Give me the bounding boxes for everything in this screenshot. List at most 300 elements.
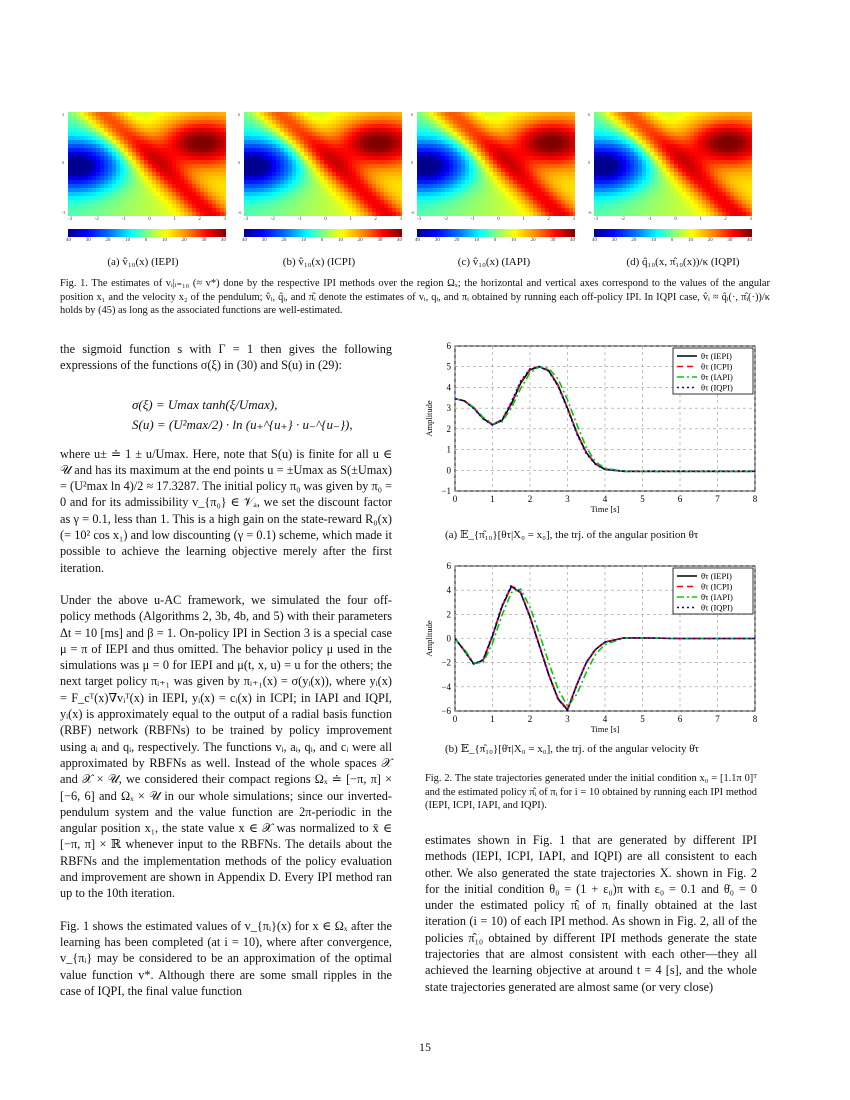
heatmap-cell (722, 176, 727, 181)
heatmap-cell (481, 164, 486, 169)
heatmap-cell (208, 120, 213, 125)
heatmap-cell (622, 136, 627, 141)
heatmap-cell (485, 172, 490, 177)
heatmap-cell (304, 136, 309, 141)
heatmap-cell (569, 136, 574, 141)
heatmap-cell (112, 204, 117, 209)
heatmap-cell (529, 188, 534, 193)
heatmap-cell (148, 120, 153, 125)
heatmap-cell (686, 188, 691, 193)
heatmap-cell (750, 140, 752, 145)
heatmap-cell (280, 160, 285, 165)
heatmap-cell (461, 148, 466, 153)
heatmap-cell (742, 160, 747, 165)
heatmap-cell (602, 120, 607, 125)
heatmap-cell (594, 212, 599, 216)
heatmap-cell (702, 200, 707, 205)
heatmap-cell (513, 116, 518, 121)
heatmap-cell (726, 188, 731, 193)
heatmap-cell (380, 168, 385, 173)
heatmap-cell (364, 208, 369, 213)
heatmap-cell (473, 164, 478, 169)
heatmap-cell (152, 132, 157, 137)
heatmap-cell (606, 156, 611, 161)
heatmap-cell (485, 196, 490, 201)
heatmap-cell (244, 164, 249, 169)
heatmap-cell (710, 196, 715, 201)
heatmap-cell (622, 208, 627, 213)
heatmap-cell (537, 196, 542, 201)
heatmap-cell (356, 152, 361, 157)
heatmap-cell (453, 120, 458, 125)
heatmap-cell (76, 112, 81, 117)
heatmap-cell (148, 128, 153, 133)
heatmap-cell (505, 184, 510, 189)
heatmap-cell (68, 184, 73, 189)
heatmap-cell (618, 120, 623, 125)
heatmap-cell (646, 212, 651, 216)
heatmap-cell (120, 112, 125, 117)
heatmap-cell (280, 168, 285, 173)
heatmap-cell (662, 112, 667, 117)
heatmap-cell (196, 128, 201, 133)
heatmap-cell (714, 148, 719, 153)
heatmap-cell (654, 180, 659, 185)
heatmap-cell (80, 172, 85, 177)
heatmap-cell (176, 128, 181, 133)
plot-angular-velocity (420, 558, 770, 748)
heatmap-cell (168, 176, 173, 181)
heatmap-cell (630, 188, 635, 193)
heatmap-cell (549, 188, 554, 193)
heatmap-cell (276, 184, 281, 189)
heatmap-cell (553, 196, 558, 201)
heatmap-cell (216, 204, 221, 209)
heatmap-cell (308, 156, 313, 161)
heatmap-cell (698, 184, 703, 189)
heatmap-cell (296, 148, 301, 153)
heatmap-cell (192, 148, 197, 153)
heatmap-cell (396, 136, 401, 141)
heatmap-cell (144, 204, 149, 209)
heatmap-cell (168, 148, 173, 153)
heatmap-cell (352, 172, 357, 177)
heatmap-cell (376, 196, 381, 201)
heatmap-cell (477, 124, 482, 129)
heatmap-cell (437, 180, 442, 185)
heatmap-cell (148, 168, 153, 173)
heatmap-cell (340, 180, 345, 185)
heatmap-cell (364, 128, 369, 133)
heatmap-cell (172, 120, 177, 125)
heatmap-cell (706, 204, 711, 209)
heatmap-cell (433, 180, 438, 185)
heatmap-cell (244, 160, 249, 165)
heatmap-cell (284, 204, 289, 209)
heatmap-cell (674, 192, 679, 197)
heatmap-cell (196, 124, 201, 129)
heatmap-cell (561, 184, 566, 189)
heatmap-cell (569, 152, 574, 157)
heatmap-cell (545, 112, 550, 117)
heatmap-cell (638, 132, 643, 137)
heatmap-cell (594, 208, 599, 213)
heatmap-cell (164, 192, 169, 197)
heatmap-cell (72, 184, 77, 189)
heatmap-cell (461, 160, 466, 165)
heatmap-cell (400, 144, 402, 149)
heatmap-cell (738, 144, 743, 149)
heatmap-cell (481, 172, 486, 177)
heatmap-cell (300, 188, 305, 193)
heatmap-cell (626, 160, 631, 165)
heatmap-cell (465, 120, 470, 125)
heatmap-cell (718, 160, 723, 165)
heatmap-cell (216, 156, 221, 161)
heatmap-cell (565, 208, 570, 213)
heatmap-cell (188, 136, 193, 141)
heatmap-cell (642, 128, 647, 133)
heatmap-cell (429, 180, 434, 185)
heatmap-cell (710, 136, 715, 141)
heatmap-cell (598, 160, 603, 165)
heatmap-cell (634, 200, 639, 205)
heatmap-cell (469, 132, 474, 137)
heatmap-cell (722, 200, 727, 205)
heatmap-cell (678, 124, 683, 129)
heatmap-cell (184, 164, 189, 169)
heatmap-cell (610, 160, 615, 165)
heatmap-cell (80, 204, 85, 209)
heatmap-cell (457, 140, 462, 145)
heatmap-cell (144, 128, 149, 133)
heatmap-cell (626, 116, 631, 121)
heatmap-cell (602, 168, 607, 173)
heatmap-cell (666, 172, 671, 177)
heatmap-cell (248, 204, 253, 209)
heatmap-cell (80, 116, 85, 121)
heatmap-cell (734, 192, 739, 197)
heatmap-cell (417, 148, 422, 153)
heatmap-cell (68, 124, 73, 129)
heatmap-cell (344, 136, 349, 141)
heatmap-cell (718, 124, 723, 129)
heatmap-cell (384, 116, 389, 121)
heatmap-cell (505, 180, 510, 185)
heatmap-cell (489, 196, 494, 201)
heatmap-cell (638, 148, 643, 153)
heatmap-cell (630, 148, 635, 153)
heatmap-cell (425, 208, 430, 213)
heatmap-cell (493, 180, 498, 185)
heatmap-cell (288, 172, 293, 177)
heatmap-cell (368, 120, 373, 125)
heatmap-cell (706, 192, 711, 197)
heatmap-cell (730, 212, 735, 216)
heatmap-cell (489, 144, 494, 149)
heatmap-cell (204, 144, 209, 149)
heatmap-cell (730, 204, 735, 209)
heatmap-cell (352, 200, 357, 205)
subcaption-a: (a) v̂₁₀(x) (IEPI) (107, 256, 179, 268)
heatmap-cell (461, 140, 466, 145)
heatmap-cell (638, 168, 643, 173)
heatmap-cell (549, 116, 554, 121)
heatmap-cell (666, 116, 671, 121)
heatmap-cell (340, 144, 345, 149)
heatmap-cell (525, 196, 530, 201)
heatmap-cell (336, 144, 341, 149)
heatmap-cell (356, 212, 361, 216)
heatmap-cell (172, 140, 177, 145)
heatmap-cell (750, 184, 752, 189)
heatmap-cell (573, 160, 575, 165)
heatmap-cell (517, 116, 522, 121)
heatmap-cell (513, 208, 518, 213)
heatmap-cell (136, 120, 141, 125)
heatmap-cell (678, 116, 683, 121)
heatmap-cell (132, 120, 137, 125)
heatmap-cell (606, 152, 611, 157)
heatmap-cell (694, 148, 699, 153)
heatmap-cell (638, 204, 643, 209)
heatmap-cell (192, 180, 197, 185)
heatmap-cell (324, 116, 329, 121)
heatmap-cell (100, 200, 105, 205)
heatmap-cell (441, 204, 446, 209)
heatmap-cell (372, 140, 377, 145)
heatmap-cell (477, 196, 482, 201)
heatmap-cell (698, 180, 703, 185)
legend-label: θ̇τ (ICPI) (701, 581, 733, 592)
heatmap-cell (425, 140, 430, 145)
heatmap-cell (380, 124, 385, 129)
heatmap-cell (348, 172, 353, 177)
heatmap-cell (352, 164, 357, 169)
heatmap-cell (569, 160, 574, 165)
heatmap-cell (340, 112, 345, 117)
heatmap-cell (561, 212, 566, 216)
heatmap-cell (104, 140, 109, 145)
heatmap-cell (694, 160, 699, 165)
colorbar-tick: 20 (181, 238, 187, 243)
heatmap-cell (449, 184, 454, 189)
heatmap-cell (124, 176, 129, 181)
heatmap-cell (144, 212, 149, 216)
heatmap-cell (256, 204, 261, 209)
heatmap-cell (252, 188, 257, 193)
heatmap-cell (453, 172, 458, 177)
heatmap-cell (136, 132, 141, 137)
heatmap-cell (392, 192, 397, 197)
heatmap-cell (437, 132, 442, 137)
heatmap-cell (521, 200, 526, 205)
heatmap-cell (108, 128, 113, 133)
heatmap-cell (396, 140, 401, 145)
heatmap-cell (429, 164, 434, 169)
heatmap-cell (634, 156, 639, 161)
heatmap-cell (726, 184, 731, 189)
heatmap-cell (485, 180, 490, 185)
heatmap-cell (80, 200, 85, 205)
heatmap-cell (184, 184, 189, 189)
heatmap-cell (308, 112, 313, 117)
heatmap-cell (372, 148, 377, 153)
heatmap-cell (457, 204, 462, 209)
heatmap-cell (316, 160, 321, 165)
heatmap-cell (296, 120, 301, 125)
heatmap-cell (666, 136, 671, 141)
heatmap-cell (148, 132, 153, 137)
heatmap-cell (602, 160, 607, 165)
heatmap-cell (650, 156, 655, 161)
heatmap-cell (557, 208, 562, 213)
heatmap-cell (634, 144, 639, 149)
heatmap-cell (140, 136, 145, 141)
heatmap-cell (706, 172, 711, 177)
heatmap-cell (184, 180, 189, 185)
heatmap-cell (168, 156, 173, 161)
heatmap-cell (433, 176, 438, 181)
heatmap-cell (312, 156, 317, 161)
heatmap-cell (638, 196, 643, 201)
heatmap-cell (396, 200, 401, 205)
heatmap-cell (541, 188, 546, 193)
heatmap-cell (501, 192, 506, 197)
heatmap-cell (509, 192, 514, 197)
heatmap-cell (742, 196, 747, 201)
heatmap-cell (96, 172, 101, 177)
heatmap-cell (212, 116, 217, 121)
heatmap-cell (76, 200, 81, 205)
heatmap-cell (380, 144, 385, 149)
heatmap-cell (654, 188, 659, 193)
heatmap-cell (714, 196, 719, 201)
heatmap-cell (421, 208, 426, 213)
heatmap-cell (244, 152, 249, 157)
x-tick-label: 8 (752, 494, 758, 504)
heatmap-cell (180, 148, 185, 153)
heatmap-cell (646, 168, 651, 173)
heatmap-cell (465, 144, 470, 149)
heatmap-cell (626, 136, 631, 141)
heatmap-cell (509, 116, 514, 121)
heatmap-cell (280, 184, 285, 189)
heatmap-cell (184, 212, 189, 216)
colorbar-tick: 10 (337, 238, 343, 243)
heatmap-cell (485, 128, 490, 133)
legend-label: θτ (IEPI) (701, 351, 732, 361)
heatmap-cell (124, 196, 129, 201)
heatmap-cell (88, 156, 93, 161)
heatmap-cell (364, 112, 369, 117)
heatmap-cell (380, 176, 385, 181)
heatmap-cell (682, 196, 687, 201)
heatmap-cell (368, 180, 373, 185)
heatmap-cell (533, 164, 538, 169)
heatmap-cell (433, 208, 438, 213)
heatmap-cell (372, 180, 377, 185)
heatmap-cell (96, 200, 101, 205)
heatmap-cell (116, 196, 121, 201)
heatmap-cell (108, 160, 113, 165)
heatmap-cell (100, 120, 105, 125)
heatmap-cell (156, 164, 161, 169)
heatmap-cell (706, 188, 711, 193)
heatmap-cell (380, 196, 385, 201)
heatmap-cell (533, 128, 538, 133)
heatmap-cell (750, 204, 752, 209)
heatmap-cell (493, 132, 498, 137)
heatmap-cell (710, 168, 715, 173)
heatmap-cell (473, 160, 478, 165)
heatmap-cell (557, 148, 562, 153)
heatmap-cell (196, 160, 201, 165)
heatmap-cell (292, 164, 297, 169)
heatmap-cell (702, 164, 707, 169)
heatmap-cell (602, 140, 607, 145)
heatmap-cell (706, 120, 711, 125)
heatmap-cell (646, 124, 651, 129)
heatmap-cell (244, 132, 249, 137)
heatmap-cell (710, 152, 715, 157)
heatmap-cell (662, 168, 667, 173)
heatmap-cell (388, 204, 393, 209)
heatmap-cell (156, 112, 161, 117)
heatmap-cell (573, 172, 575, 177)
heatmap-cell (718, 168, 723, 173)
heatmap-cell (388, 172, 393, 177)
heatmap-cell (136, 192, 141, 197)
heatmap-cell (626, 140, 631, 145)
heatmap-cell (384, 180, 389, 185)
heatmap-cell (88, 160, 93, 165)
heatmap-cell (545, 116, 550, 121)
heatmap-cell (549, 172, 554, 177)
heatmap-cell (521, 208, 526, 213)
heatmap-cell (622, 164, 627, 169)
heatmap-cell (738, 212, 743, 216)
heatmap-cell (68, 200, 73, 205)
heatmap-cell (272, 132, 277, 137)
heatmap-cell (284, 188, 289, 193)
heatmap-cell (485, 188, 490, 193)
heatmap-cell (606, 148, 611, 153)
heatmap-cell (176, 164, 181, 169)
heatmap-cell (501, 112, 506, 117)
heatmap-cell (565, 124, 570, 129)
heatmap-cell (272, 184, 277, 189)
heatmap-cell (296, 188, 301, 193)
heatmap-cell (376, 120, 381, 125)
heatmap-cell (662, 148, 667, 153)
heatmap-cell (598, 176, 603, 181)
heatmap-cell (525, 184, 530, 189)
heatmap-cell (622, 184, 627, 189)
heatmap-cell (84, 120, 89, 125)
heatmap-cell (148, 156, 153, 161)
heatmap-cell (662, 152, 667, 157)
heatmap-cell (638, 208, 643, 213)
heatmap-cell (248, 124, 253, 129)
heatmap-cell (288, 168, 293, 173)
heatmap-cell (84, 160, 89, 165)
heatmap-cell (646, 116, 651, 121)
heatmap-cell (718, 212, 723, 216)
heatmap-cell (730, 140, 735, 145)
heatmap-cell (525, 112, 530, 117)
heatmap-cell (208, 144, 213, 149)
